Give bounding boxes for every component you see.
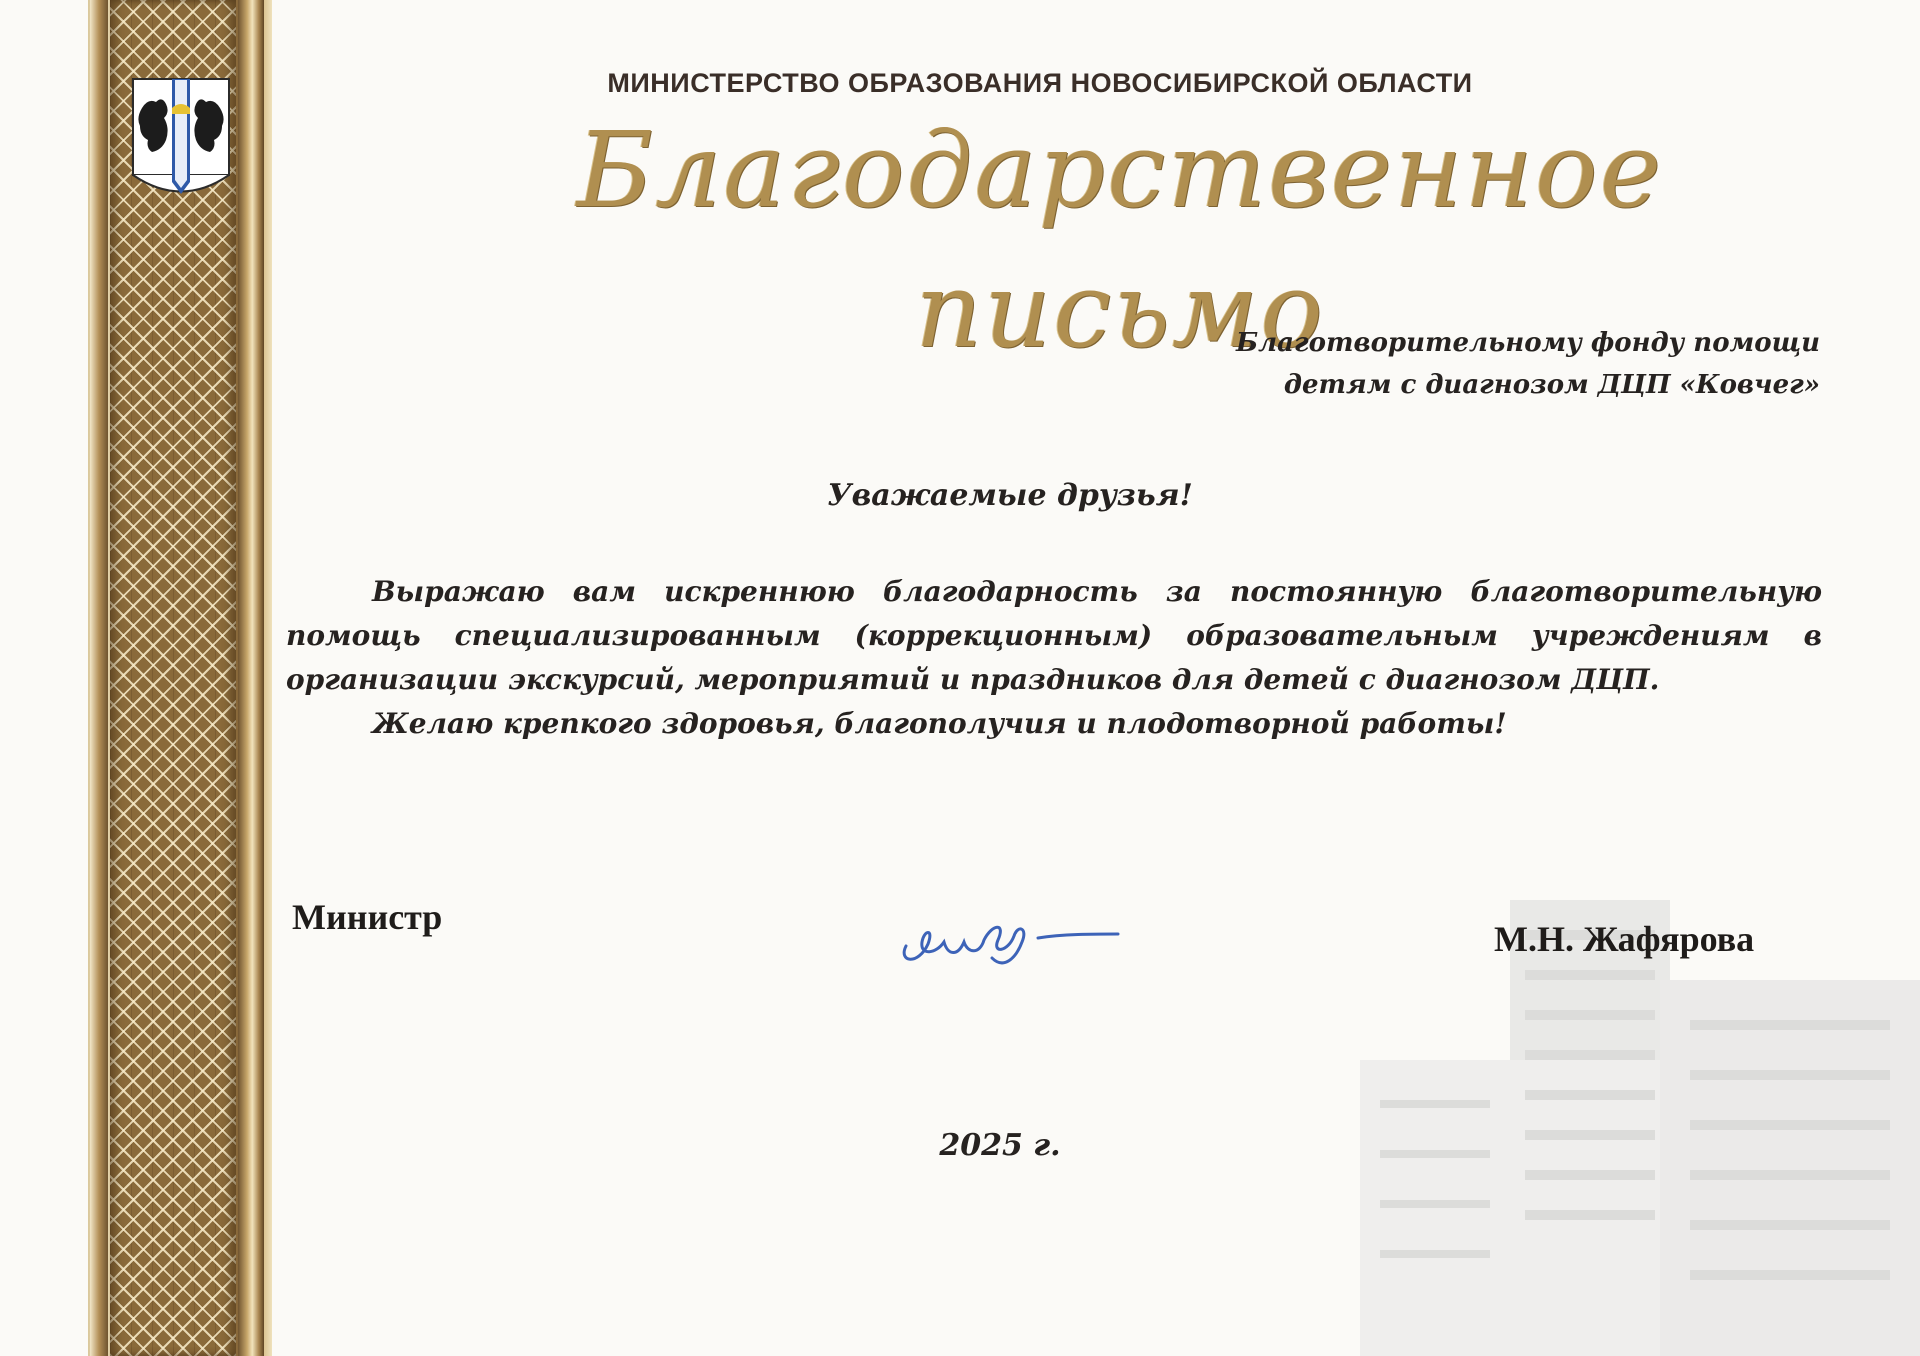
letter-body <box>286 570 1822 746</box>
ministry-name: МИНИСТЕРСТВО ОБРАЗОВАНИЯ НОВОСИБИРСКОЙ ОБЛАСТИ <box>607 68 1473 98</box>
letter-date: 2025 г. <box>939 1128 1061 1163</box>
body-paragraph-2: Желаю крепкого здоровья, благополучия и плодотворной работы! <box>372 707 1507 740</box>
coat-of-arms-icon <box>132 78 230 196</box>
body-paragraph-1: Выражаю вам искреннюю благодарность за постоянную благотворительную помощь специализированным (коррекционным) образовательным учреждениям в организации экскурсий, мероприятий и праздников для детей с диагнозом ДЦП. <box>286 575 1822 696</box>
recipient-line-2: детям с диагнозом ДЦП «Ковчег» <box>1283 370 1820 400</box>
position-title: Министр <box>292 897 443 937</box>
ornamental-band-lattice <box>110 0 236 1356</box>
letter-title: Благодарственное письмо <box>576 109 1664 371</box>
ornamental-band-left-stripe <box>90 0 108 1356</box>
greeting: Уважаемые друзья! <box>827 478 1193 513</box>
ornamental-band-right-stripe <box>238 0 264 1356</box>
signer-name: М.Н. Жафярова <box>1494 919 1755 959</box>
handwritten-signature <box>888 884 1128 984</box>
recipient-block <box>1060 322 1820 406</box>
recipient-line-1: Благотворительному фонду помощи <box>1235 328 1820 358</box>
